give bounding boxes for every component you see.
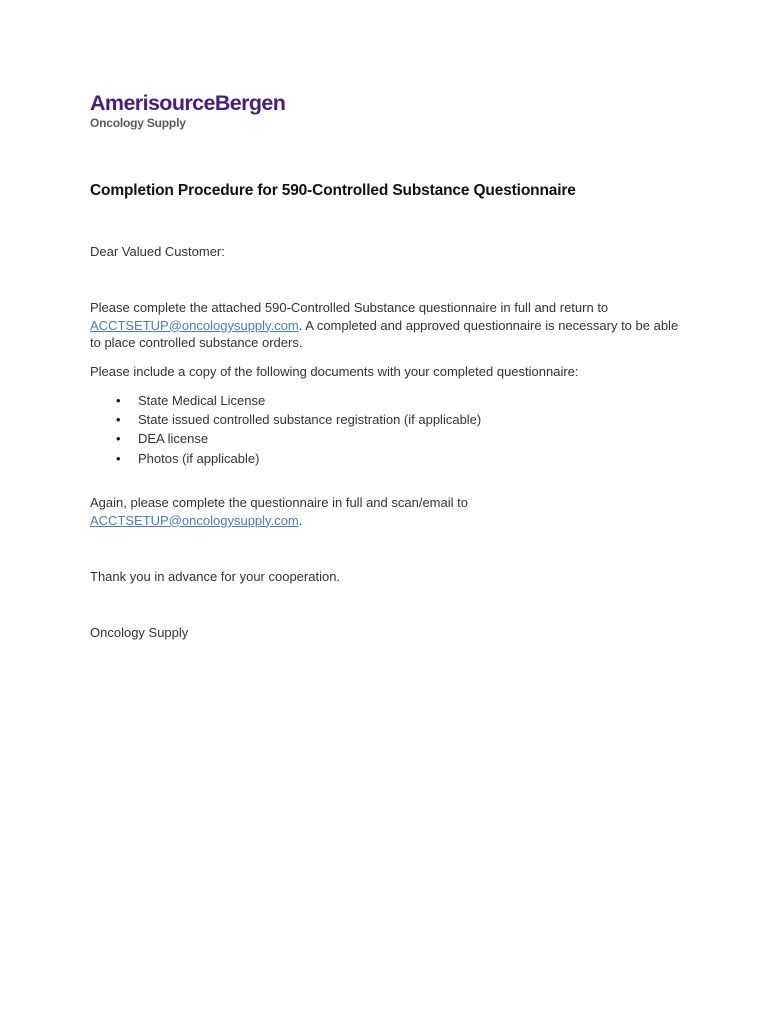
documents-intro: Please include a copy of the following documents with your completed questionnaire: bbox=[90, 364, 579, 379]
reminder-paragraph bbox=[90, 494, 690, 529]
email-link[interactable]: ACCTSETUP@oncologysupply.com bbox=[90, 317, 299, 333]
document-title: Completion Procedure for 590-Controlled Substance Questionnaire bbox=[90, 182, 576, 199]
bullet-icon: • bbox=[116, 450, 121, 466]
instructions-text-start: Please complete the attached 590-Controlled Substance questionnaire in full and return to bbox=[90, 300, 609, 315]
bullet-icon: • bbox=[116, 412, 121, 428]
list-item bbox=[90, 410, 481, 429]
logo-subtitle: Oncology Supply bbox=[90, 116, 186, 130]
list-item-label: State issued controlled substance registration (if applicable) bbox=[138, 412, 482, 428]
list-item-label: Photos (if applicable) bbox=[138, 450, 260, 466]
list-item-label: State Medical License bbox=[138, 393, 266, 408]
list-item-label: DEA license bbox=[138, 431, 209, 447]
logo-brand-name: AmerisourceBergen bbox=[90, 91, 286, 115]
bullet-icon: • bbox=[116, 393, 121, 408]
bullet-icon: • bbox=[116, 431, 121, 447]
list-item bbox=[90, 429, 481, 448]
instructions-paragraph bbox=[90, 299, 690, 352]
signoff: Oncology Supply bbox=[90, 625, 189, 640]
thank-you-line: Thank you in advance for your cooperation. bbox=[90, 569, 341, 584]
salutation: Dear Valued Customer: bbox=[90, 244, 225, 259]
company-logo bbox=[90, 91, 285, 131]
reminder-text-end: . bbox=[298, 512, 303, 528]
required-documents-list bbox=[90, 391, 481, 468]
list-item bbox=[90, 449, 481, 468]
instructions-text-end: . A completed and approved questionnaire is necessary to be able to place controlled substance orders. bbox=[90, 317, 679, 350]
email-link[interactable]: ACCTSETUP@oncologysupply.com bbox=[90, 512, 299, 528]
list-item bbox=[90, 391, 481, 410]
reminder-text-start: Again, please complete the questionnaire in full and scan/email to bbox=[90, 495, 468, 510]
